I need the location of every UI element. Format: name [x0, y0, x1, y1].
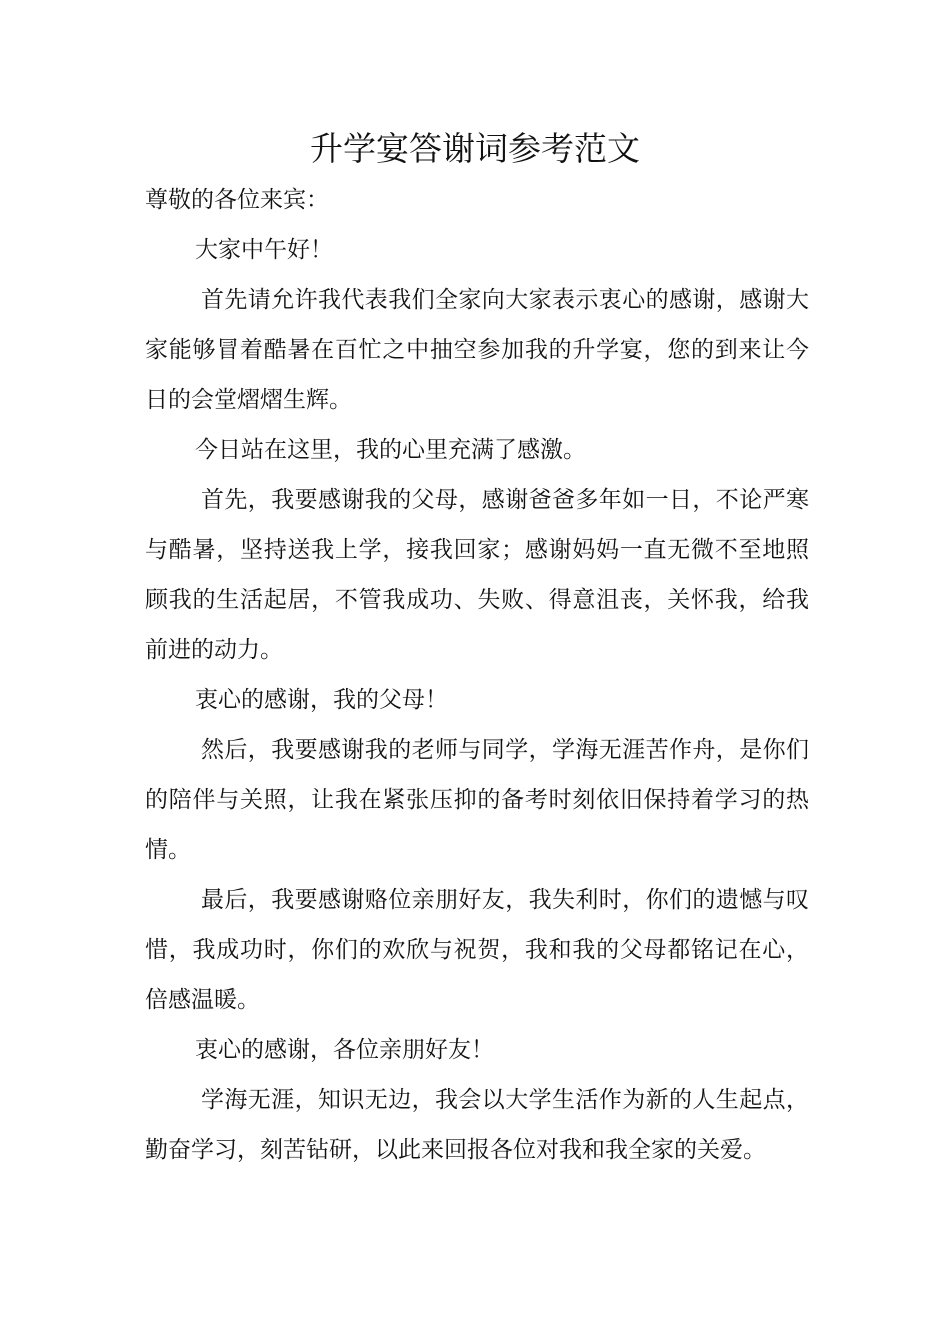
- document-body: [145, 175, 809, 1175]
- paragraph-thanks-parents: 首先，我要感谢我的父母，感谢爸爸多年如一日，不论严寒与酷暑，坚持送我上学，接我回家；感谢妈妈一直无微不至地照顾我的生活起居，不管我成功、失败、得意沮丧，关怀我，给我前进的动力。: [145, 487, 809, 663]
- salutation: 尊敬的各位来宾：: [145, 187, 329, 213]
- paragraph-grateful: 今日站在这里，我的心里充满了感激。: [195, 437, 586, 463]
- paragraph-thanks-all: 首先请允许我代表我们全家向大家表示衷心的感谢，感谢大家能够冒着酷暑在百忙之中抽空参加我的升学宴，您的到来让今日的会堂熠熠生辉。: [145, 287, 809, 413]
- paragraph-parents-closing: 衷心的感谢，我的父母！: [195, 687, 448, 713]
- paragraph-friends-closing: 衷心的感谢，各位亲朋好友！: [195, 1037, 494, 1063]
- paragraph-thanks-friends: 最后，我要感谢赂位亲朋好友，我失利时，你们的遗憾与叹惜，我成功时，你们的欢欣与祝贺，我和我的父母都铭记在心，倍感温暖。: [145, 887, 809, 1013]
- paragraph-thanks-teachers: 然后，我要感谢我的老师与同学，学海无涯苦作舟，是你们的陪伴与关照，让我在紧张压抑的备考时刻依旧保持着学习的热情。: [145, 737, 809, 863]
- greeting: 大家中午好！: [195, 237, 333, 263]
- document-title: 升学宴答谢词参考范文: [310, 129, 640, 168]
- paragraph-future: 学海无涯，知识无边，我会以大学生活作为新的人生起点，勤奋学习，刻苦钻研，以此来回报各位对我和我全家的关爱。: [145, 1087, 809, 1163]
